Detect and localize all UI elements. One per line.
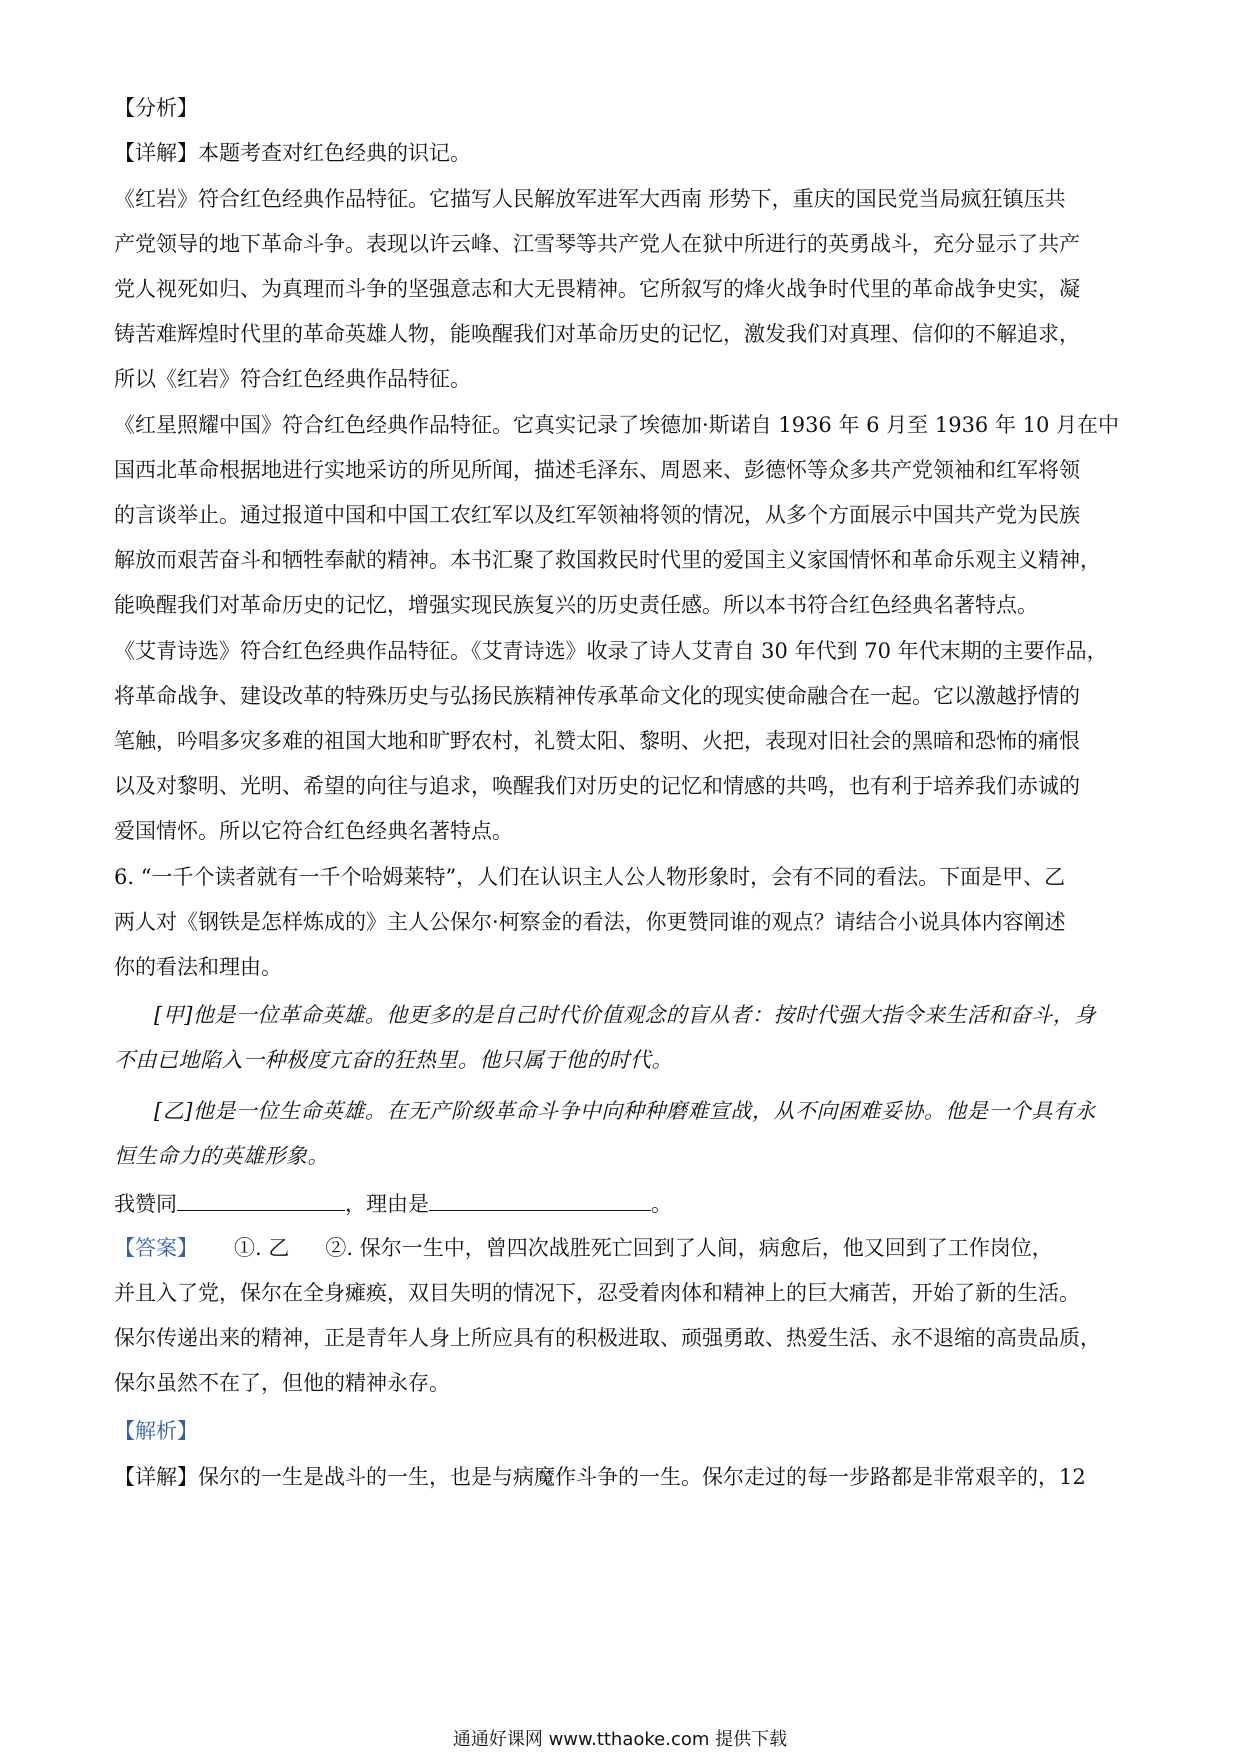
question-line: 你的看法和理由。 — [114, 955, 282, 979]
paragraph-line: 铸苦难辉煌时代里的革命英雄人物，能唤醒我们对革命历史的记忆，激发我们对真理、信仰的不解追求， — [114, 322, 1080, 346]
quote-line: [乙]他是一位生命英雄。在无产阶级革命斗争中向种种磨难宣战，从不向困难妥协。他是一个具有永 — [154, 1099, 1096, 1123]
paragraph-line: 产党领导的地下革命斗争。表现以许云峰、江雪琴等共产党人在狱中所进行的英勇战斗，充分显示了共产 — [114, 232, 1080, 256]
answer-reason: ②. 保尔一生中，曾四次战胜死亡回到了人间，病愈后，他又回到了工作岗位， — [325, 1236, 1053, 1260]
fill-suffix: 。 — [651, 1192, 672, 1216]
quote-line: [甲]他是一位革命英雄。他更多的是自己时代价值观念的盲从者：按时代强大指令来生活和奋斗，身 — [154, 1003, 1096, 1027]
paragraph-line: 国西北革命根据地进行实地采访的所见所闻，描述毛泽东、周恩来、彭德怀等众多共产党领袖和红军将领 — [114, 458, 1080, 482]
paragraph-line: 《红星照耀中国》符合红色经典作品特征。它真实记录了埃德加·斯诺自 1936 年 6 月至 1936 年 10 月在中 — [114, 413, 1120, 437]
paragraph-line: 能唤醒我们对革命历史的记忆，增强实现民族复兴的历史责任感。所以本书符合红色经典名著特点。 — [114, 593, 1038, 617]
fill-in-line — [114, 1188, 1124, 1218]
fill-middle: ，理由是 — [345, 1192, 429, 1216]
paragraph-line: 的言谈举止。通过报道中国和中国工农红军以及红军领袖将领的情况，从多个方面展示中国共产党为民族 — [114, 503, 1080, 527]
answer-line: 保尔虽然不在了，但他的精神永存。 — [114, 1371, 450, 1395]
answer-line: 保尔传递出来的精神，正是青年人身上所应具有的积极进取、顽强勇敢、热爱生活、永不退缩的高贵品质， — [114, 1326, 1101, 1350]
answer-blank-2[interactable] — [429, 1188, 651, 1211]
fill-prefix: 我赞同 — [114, 1192, 177, 1216]
paragraph-line: 《红岩》符合红色经典作品特征。它描写人民解放军进军大西南 形势下，重庆的国民党当局疯狂镇压共 — [114, 187, 1066, 211]
paragraph-line: 《艾青诗选》符合红色经典作品特征。《艾青诗选》收录了诗人艾青自 30 年代到 70 年代末期的主要作品， — [114, 639, 1108, 663]
paragraph-line: 将革命战争、建设改革的特殊历史与弘扬民族精神传承革命文化的现实使命融合在一起。它以激越抒情的 — [114, 684, 1080, 708]
paragraph-line: 以及对黎明、光明、希望的向往与追求，唤醒我们对历史的记忆和情感的共鸣，也有利于培养我们赤诚的 — [114, 774, 1080, 798]
explanation-line-2: 【详解】保尔的一生是战斗的一生，也是与病魔作斗争的一生。保尔走过的每一步路都是非常艰辛的，12 — [114, 1465, 1086, 1489]
answer-blank-1[interactable] — [177, 1188, 345, 1211]
paragraph-line: 解放而艰苦奋斗和牺牲奉献的精神。本书汇聚了救国救民时代里的爱国主义家国情怀和革命乐观主义精神， — [114, 548, 1101, 572]
question-line: 两人对《钢铁是怎样炼成的》主人公保尔·柯察金的看法，你更赞同谁的观点？请结合小说具体内容阐述 — [114, 910, 1066, 934]
explanation-line: 【详解】本题考查对红色经典的识记。 — [114, 141, 471, 165]
paragraph-line: 所以《红岩》符合红色经典作品特征。 — [114, 367, 471, 391]
paragraph-line: 笔触，吟唱多灾多难的祖国大地和旷野农村，礼赞太阳、黎明、火把，表现对旧社会的黑暗和恐怖的痛恨 — [114, 729, 1080, 753]
quote-line: 不由已地陷入一种极度亢奋的狂热里。他只属于他的时代。 — [114, 1048, 673, 1072]
answer-first-line — [114, 1233, 1124, 1263]
quote-line: 恒生命力的英雄形象。 — [114, 1144, 329, 1168]
paragraph-line: 党人视死如归、为真理而斗争的坚强意志和大无畏精神。它所叙写的烽火战争时代里的革命战争史实，凝 — [114, 277, 1080, 301]
answer-line: 并且入了党，保尔在全身瘫痪，双目失明的情况下，忍受着肉体和精神上的巨大痛苦，开始了新的生活。 — [114, 1281, 1080, 1305]
page-footer: 通通好课网 www.tthaoke.com 提供下载 — [452, 1729, 788, 1750]
question-line: 6. “一千个读者就有一千个哈姆莱特”，人们在认识主人公人物形象时，会有不同的看法。下面是甲、乙 — [114, 865, 1066, 889]
answer-choice: ①. 乙 — [234, 1236, 290, 1260]
answer-tag: 【答案】 — [114, 1236, 198, 1260]
paragraph-line: 爱国情怀。所以它符合红色经典名著特点。 — [114, 819, 513, 843]
analysis-heading: 【分析】 — [114, 96, 198, 120]
analysis-tag: 【解析】 — [114, 1419, 198, 1443]
